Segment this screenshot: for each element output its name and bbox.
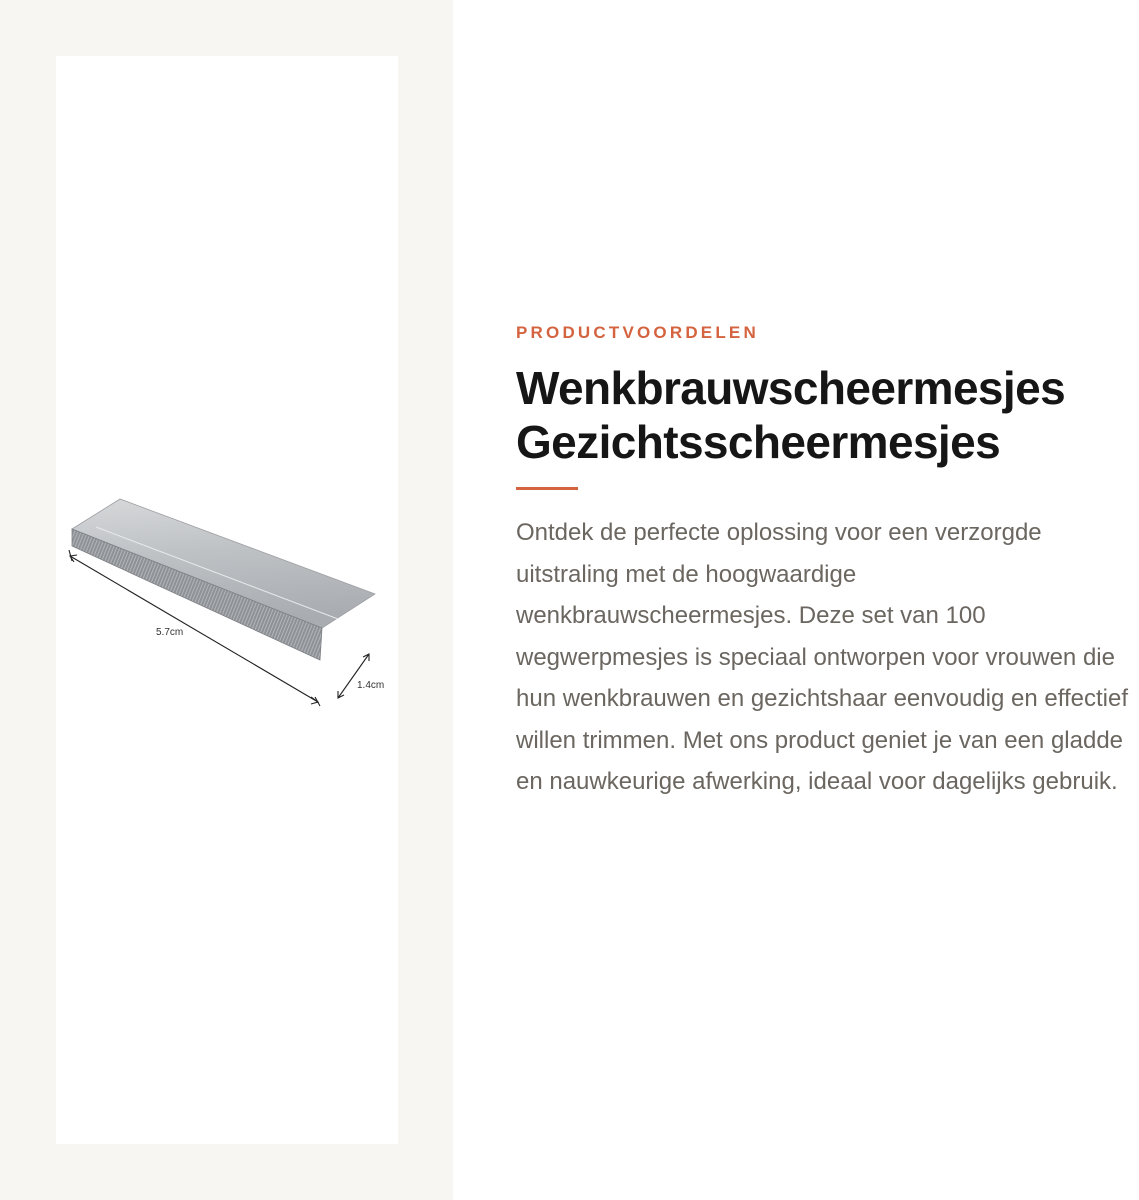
title-line-2: Gezichtsscheermesjes [516,416,1001,468]
product-description: Ontdek de perfecte oplossing voor een verzorgde uitstraling met de hoogwaardige wenkbrauwscheermesjes. Deze set van 100 wegwerpmesjes is speciaal ontworpen voor vrouwen die hun wenkbrauwen en gezichtshaar eenvoudig en effectief willen trimmen. Met ons product geniet je van een gladde en nauwkeurige afwerking, ideaal voor dagelijks gebruik. [516,519,1128,795]
length-label: 5.7cm [156,627,184,638]
product-image-card [56,56,398,1144]
accent-divider [516,487,578,490]
razor-blade-image [56,56,398,1144]
image-panel [0,0,453,1200]
width-dimension [338,654,369,698]
page-title [516,361,1139,469]
width-label: 1.4cm [357,680,385,691]
title-line-1: Wenkbrauwscheermesjes [516,362,1066,414]
product-benefits-section [516,322,1139,803]
section-eyebrow: PRODUCTVOORDELEN [516,323,759,342]
